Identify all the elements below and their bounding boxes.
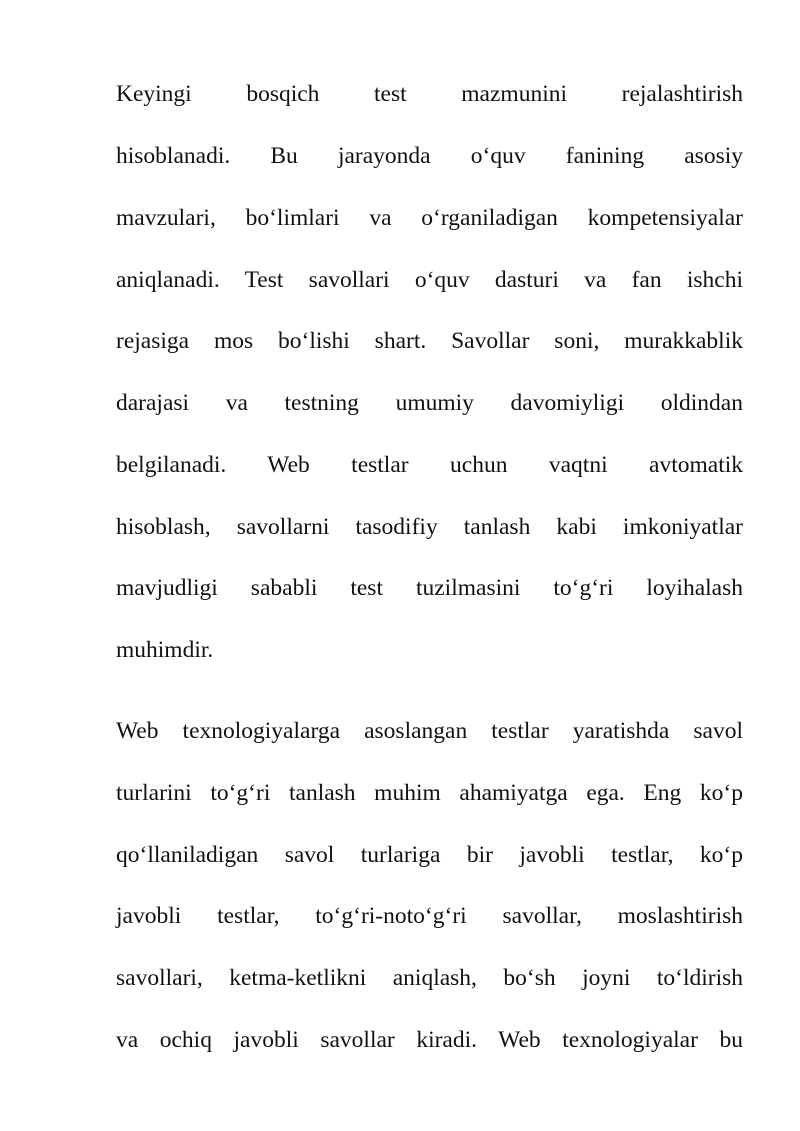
paragraph-line: aniqlanadi. Test savollari o‘quv dasturi va fan ishchi — [116, 267, 743, 293]
paragraph-line: savollari, ketma-ketlikni aniqlash, bo‘sh joyni to‘ldirish — [116, 965, 743, 991]
paragraph-line: turlarini to‘g‘ri tanlash muhim ahamiyatga ega. Eng ko‘p — [116, 780, 743, 806]
paragraph-line: hisoblanadi. Bu jarayonda o‘quv fanining asosiy — [116, 143, 743, 169]
paragraph-line: mavzulari, bo‘limlari va o‘rganiladigan kompetensiyalar — [116, 205, 743, 231]
paragraph-line: qo‘llaniladigan savol turlariga bir javobli testlar, ko‘p — [116, 842, 743, 868]
paragraph-line: va ochiq javobli savollar kiradi. Web texnologiyalar bu — [116, 1027, 743, 1053]
paragraph-line: muhimdir. — [116, 637, 214, 663]
paragraph-line: Web texnologiyalarga asoslangan testlar yaratishda savol — [116, 718, 743, 744]
paragraph-line: Keyingi bosqich test mazmunini rejalashtirish — [116, 81, 743, 107]
paragraph-line: mavjudligi sababli test tuzilmasini to‘g‘ri loyihalash — [116, 575, 743, 601]
paragraph-line: javobli testlar, to‘g‘ri-noto‘g‘ri savollar, moslashtirish — [116, 903, 743, 929]
paragraph-line: belgilanadi. Web testlar uchun vaqtni avtomatik — [116, 452, 743, 478]
paragraph-line: rejasiga mos bo‘lishi shart. Savollar soni, murakkablik — [116, 328, 743, 354]
paragraph-line: hisoblash, savollarni tasodifiy tanlash kabi imkoniyatlar — [116, 514, 743, 540]
paragraph-line: darajasi va testning umumiy davomiyligi oldindan — [116, 390, 743, 416]
